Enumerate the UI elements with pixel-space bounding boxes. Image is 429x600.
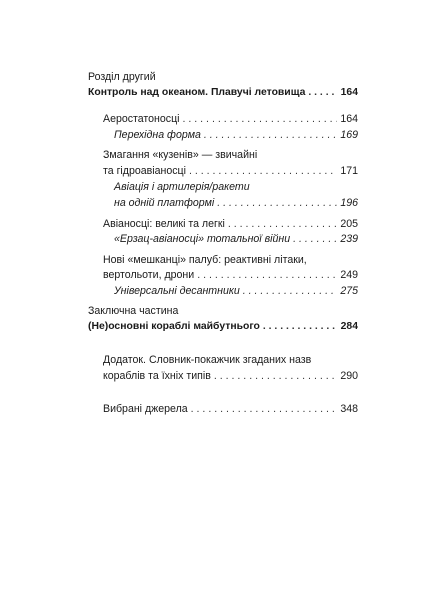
entry-title: Перехідна форма bbox=[114, 129, 201, 141]
toc-entry[interactable] bbox=[114, 195, 358, 211]
entry-title-line1: Нові «мешканці» палуб: реактивні літаки, bbox=[103, 254, 307, 266]
page-number: 290 bbox=[340, 370, 358, 382]
page-number: 205 bbox=[340, 218, 358, 230]
page-number: 171 bbox=[340, 165, 358, 177]
page-number: 164 bbox=[340, 113, 358, 125]
toc-chapter[interactable] bbox=[88, 319, 358, 335]
page-number: 239 bbox=[340, 233, 358, 245]
page-number: 284 bbox=[340, 321, 358, 332]
leader-dots bbox=[308, 85, 337, 101]
entry-title-line2: та гідроавіаносці bbox=[103, 165, 186, 177]
page-number: 348 bbox=[340, 403, 358, 415]
entry-title: Аеростатоносці bbox=[103, 113, 180, 125]
entry-title: «Ерзац-авіаносці» тотальної війни bbox=[114, 233, 291, 245]
entry-title: Авіаносці: великі та легкі bbox=[103, 218, 225, 230]
toc-entry[interactable] bbox=[114, 283, 358, 299]
chapter-title: (Не)основні кораблі майбутнього bbox=[88, 321, 260, 332]
part-heading: Розділ другий bbox=[88, 71, 156, 83]
entry-title: Універсальні десантники bbox=[114, 285, 240, 297]
page-number: 169 bbox=[340, 129, 358, 141]
page-number: 275 bbox=[340, 285, 358, 297]
chapter-title: Контроль над океаном. Плавучі летовища bbox=[88, 87, 306, 98]
toc-entry[interactable] bbox=[114, 127, 358, 143]
leader-dots bbox=[214, 368, 337, 384]
page-number: 249 bbox=[340, 269, 358, 281]
appendix-title-line2: кораблів та їхніх типів bbox=[103, 370, 211, 382]
leader-dots bbox=[189, 163, 337, 179]
toc-entry[interactable] bbox=[103, 401, 358, 417]
leader-dots bbox=[191, 401, 337, 417]
toc-entry[interactable] bbox=[103, 368, 358, 384]
leader-dots bbox=[197, 267, 337, 283]
toc-chapter[interactable] bbox=[88, 85, 358, 101]
toc-entry[interactable] bbox=[103, 111, 358, 127]
leader-dots bbox=[243, 283, 337, 299]
leader-dots bbox=[204, 127, 337, 143]
leader-dots bbox=[293, 231, 337, 247]
leader-dots bbox=[217, 195, 337, 211]
page-number: 164 bbox=[340, 87, 358, 98]
toc-entry[interactable] bbox=[103, 163, 358, 179]
page-number: 196 bbox=[340, 197, 358, 209]
part-heading: Заключна частина bbox=[88, 305, 179, 317]
toc-entry[interactable] bbox=[103, 267, 358, 283]
leader-dots bbox=[183, 111, 337, 127]
entry-title-line1: Авіація і артилерія/ракети bbox=[114, 181, 250, 193]
entry-title: Вибрані джерела bbox=[103, 403, 188, 415]
toc-entry[interactable] bbox=[114, 231, 358, 247]
entry-title-line2: вертольоти, дрони bbox=[103, 269, 195, 281]
leader-dots bbox=[228, 216, 337, 232]
toc-entry[interactable] bbox=[103, 216, 358, 232]
entry-title-line1: Змагання «кузенів» — звичайні bbox=[103, 149, 258, 161]
leader-dots bbox=[263, 319, 337, 335]
appendix-title-line1: Додаток. Словник-покажчик згаданих назв bbox=[103, 354, 312, 366]
entry-title-line2: на одній платформі bbox=[114, 197, 215, 209]
